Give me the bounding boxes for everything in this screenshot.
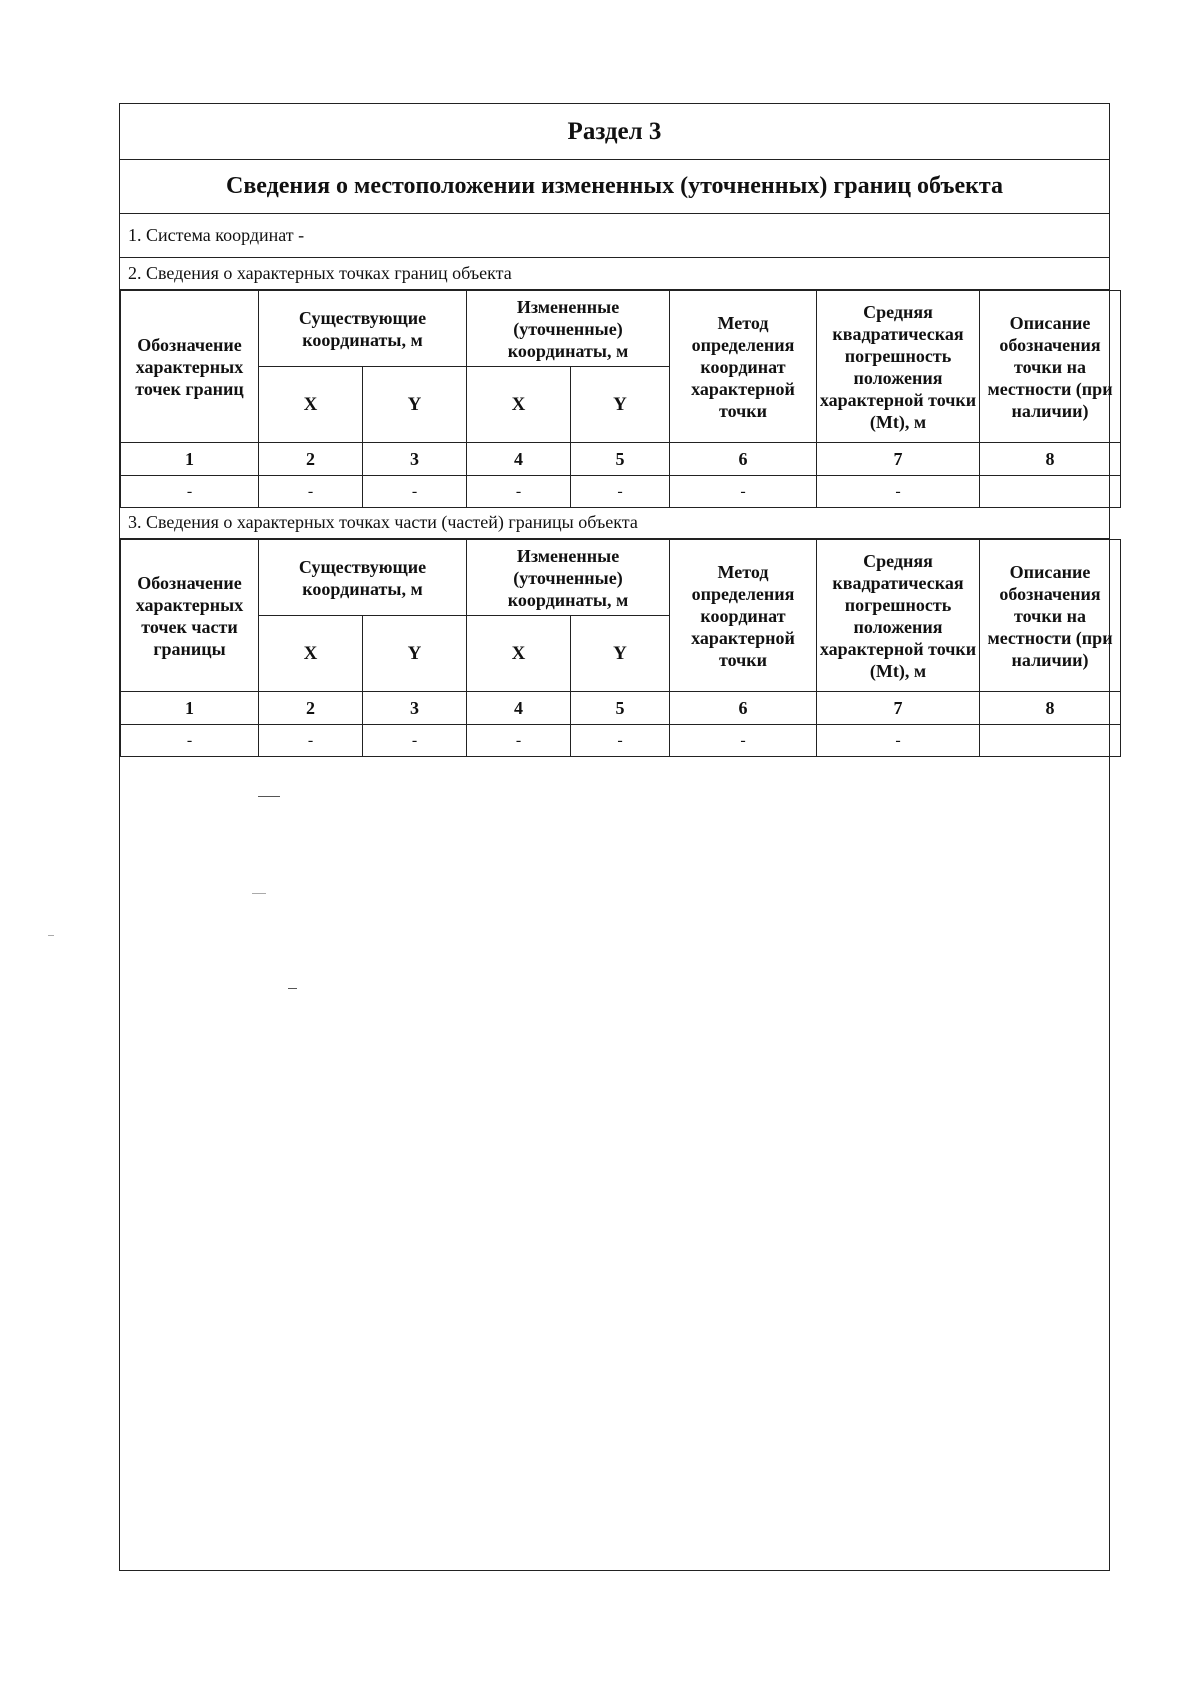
header-existing-x: X (259, 616, 363, 692)
table-cell (980, 476, 1121, 508)
header-changed-coords: Измененные (уточненные) координаты, м (467, 540, 670, 616)
scan-speck (288, 988, 297, 989)
table-cell (980, 725, 1121, 757)
header-existing-y: Y (363, 367, 467, 443)
column-number: 8 (980, 692, 1121, 725)
column-number-row (121, 443, 1121, 476)
header-method: Метод определения координат характерной точки (670, 291, 817, 443)
column-number: 5 (571, 692, 670, 725)
table-cell: - (571, 725, 670, 757)
table-cell: - (670, 725, 817, 757)
column-number: 4 (467, 692, 571, 725)
column-number-row (121, 692, 1121, 725)
section-subtitle: Сведения о местоположении измененных (уточненных) границ объекта (120, 160, 1109, 214)
header-changed-y: Y (571, 367, 670, 443)
header-error: Средняя квадратическая погрешность положения характерной точки (Mt), м (817, 291, 980, 443)
boundary-points-table (120, 290, 1121, 508)
document-frame (119, 103, 1113, 1571)
table-cell: - (363, 476, 467, 508)
header-designation: Обозначение характерных точек части границы (121, 540, 259, 692)
header-existing-y: Y (363, 616, 467, 692)
header-existing-x: X (259, 367, 363, 443)
header-changed-y: Y (571, 616, 670, 692)
table-cell: - (121, 725, 259, 757)
table-row (121, 476, 1121, 508)
header-existing-coords: Существующие координаты, м (259, 540, 467, 616)
header-changed-coords: Измененные (уточненные) координаты, м (467, 291, 670, 367)
scan-speck (48, 935, 54, 936)
column-number: 8 (980, 443, 1121, 476)
column-number: 3 (363, 443, 467, 476)
table-cell: - (121, 476, 259, 508)
boundary-points-heading: 2. Сведения о характерных точках границ объекта (120, 258, 1109, 290)
header-description: Описание обозначения точки на местности (при наличии) (980, 291, 1121, 443)
column-number: 7 (817, 443, 980, 476)
header-description: Описание обозначения точки на местности (при наличии) (980, 540, 1121, 692)
table-row (121, 725, 1121, 757)
table-cell: - (670, 476, 817, 508)
column-number: 1 (121, 443, 259, 476)
header-designation: Обозначение характерных точек границ (121, 291, 259, 443)
table-cell: - (259, 725, 363, 757)
column-number: 4 (467, 443, 571, 476)
column-number: 1 (121, 692, 259, 725)
header-error: Средняя квадратическая погрешность положения характерной точки (Mt), м (817, 540, 980, 692)
table-cell: - (571, 476, 670, 508)
column-number: 2 (259, 692, 363, 725)
boundary-parts-heading: 3. Сведения о характерных точках части (частей) границы объекта (120, 507, 1109, 539)
column-number: 7 (817, 692, 980, 725)
section-title: Раздел 3 (120, 104, 1109, 160)
table-cell: - (467, 725, 571, 757)
header-row (121, 291, 1121, 367)
column-number: 2 (259, 443, 363, 476)
scan-speck (252, 893, 266, 894)
column-number: 6 (670, 443, 817, 476)
header-changed-x: X (467, 616, 571, 692)
scan-speck (258, 796, 280, 797)
table-cell: - (363, 725, 467, 757)
boundary-parts-table (120, 539, 1121, 757)
column-number: 5 (571, 443, 670, 476)
column-number: 6 (670, 692, 817, 725)
table-cell: - (259, 476, 363, 508)
header-existing-coords: Существующие координаты, м (259, 291, 467, 367)
column-number: 3 (363, 692, 467, 725)
header-changed-x: X (467, 367, 571, 443)
header-method: Метод определения координат характерной точки (670, 540, 817, 692)
coordinate-system-line: 1. Система координат - (120, 214, 1109, 258)
header-row (121, 540, 1121, 616)
table-cell: - (817, 725, 980, 757)
table-cell: - (467, 476, 571, 508)
table-cell: - (817, 476, 980, 508)
